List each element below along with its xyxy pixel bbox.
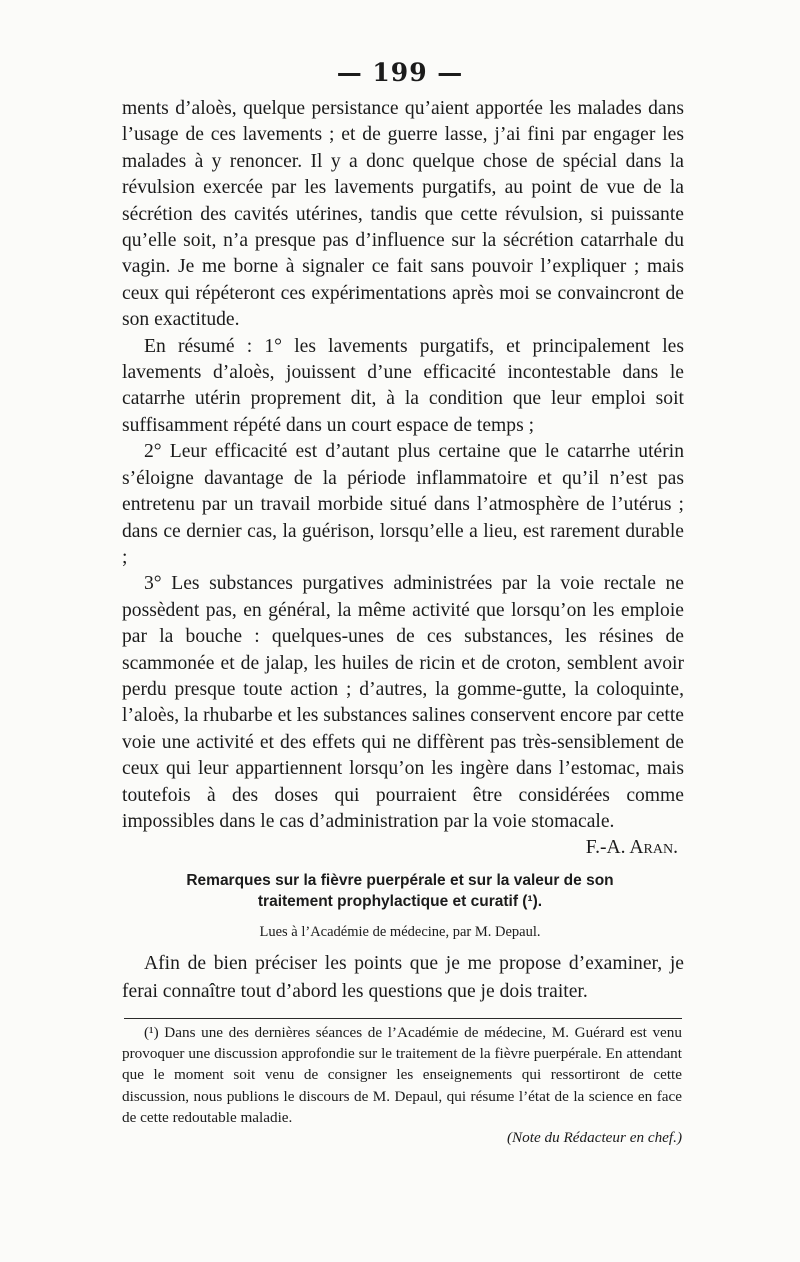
paragraph-resume-2: 2° Leur efficacité est d’autant plus certaine que le catarrhe utérin s’éloigne davantage de la période inflammatoire et qu’il n’est pas entretenu par un travail morbide situé dans l’atmosphère de l’utérus ; dans ce dernier cas, la guérison, lorsqu’elle a lieu, est rarement durable ; bbox=[122, 441, 684, 568]
paragraph-revulsion: ments d’aloès, quelque persistance qu’aient apportée les malades dans l’usage de ces lavements ; et de guerre lasse, j’ai fini par engager les malades à y renoncer. Il y a donc quelque chose de spécial dans la révulsion exercée par les lavements purgatifs, au point de vue de la sécrétion des cavités utérines, tandis que cette révulsion, si puissante qu’elle soit, n’a presque pas d’influence sur la sécrétion catarrhale du vagin. Je me borne à signaler ce fait sans pouvoir l’expliquer ; mais ceux qui répéteront ces expérimentations après moi se convaincront de son exactitude. bbox=[122, 98, 684, 331]
article-body bbox=[122, 96, 684, 862]
footnote-signoff: (Note du Rédacteur en chef.) bbox=[506, 1129, 682, 1146]
paragraph-resume-1: En résumé : 1° les lavements purgatifs, et principalement les lavements d’aloès, jouissent d’une efficacité incontestable dans le catarrhe utérin proprement dit, à la condition que leur emploi soit suffisamment répété dans un court espace de temps ; bbox=[122, 335, 684, 436]
section-author bbox=[150, 924, 650, 941]
footnote-divider bbox=[124, 1018, 682, 1019]
paragraph-resume-3: 3° Les substances purgatives administrées par la voie rectale ne possèdent pas, en général, la même activité que lorsqu’on les emploie par la bouche : quelques-unes de ces substances, les résines de scammonée et de jalap, les huiles de ricin et de croton, semblent avoir perdu presque toute action ; d’autres, la gomme-gutte, la coloquinte, l’aloès, la rhubarbe et les substances salines conservent encore par cette voie une activité et des effets qui ne diffèrent pas très-sensiblement de ceux qui leur appartiennent lorsqu’on les ingère dans l’estomac, mais toutefois à des doses qui pourraient être considérées comme impossibles dans le cas d’administration par la voie stomacale. bbox=[122, 573, 684, 832]
footnote-text: (¹) Dans une des dernières séances de l’Académie de médecine, M. Guérard est venu provoquer une discussion approfondie sur le traitement de la fièvre puerpérale. En attendant que le moment soit venu de consigner les enseignements qui ressortiront de cette discussion, nous publions le discours de M. Depaul, qui résume l’état de la science en face de cette redoutable maladie. bbox=[122, 1024, 682, 1126]
section-intro: Afin de bien préciser les points que je me propose d’examiner, je ferai connaître tout d’abord les questions que je dois traiter. bbox=[122, 953, 684, 1002]
section-author-line: Lues à l’Académie de médecine, par M. Depaul. bbox=[259, 924, 541, 940]
signature-name: F.-A. Aran. bbox=[585, 837, 678, 859]
article-signature bbox=[122, 835, 684, 861]
page-number: — 199 — bbox=[336, 58, 464, 87]
section-title: Remarques sur la fièvre puerpérale et sur la valeur de son traitement prophylactique et curatif (¹). bbox=[186, 872, 614, 910]
